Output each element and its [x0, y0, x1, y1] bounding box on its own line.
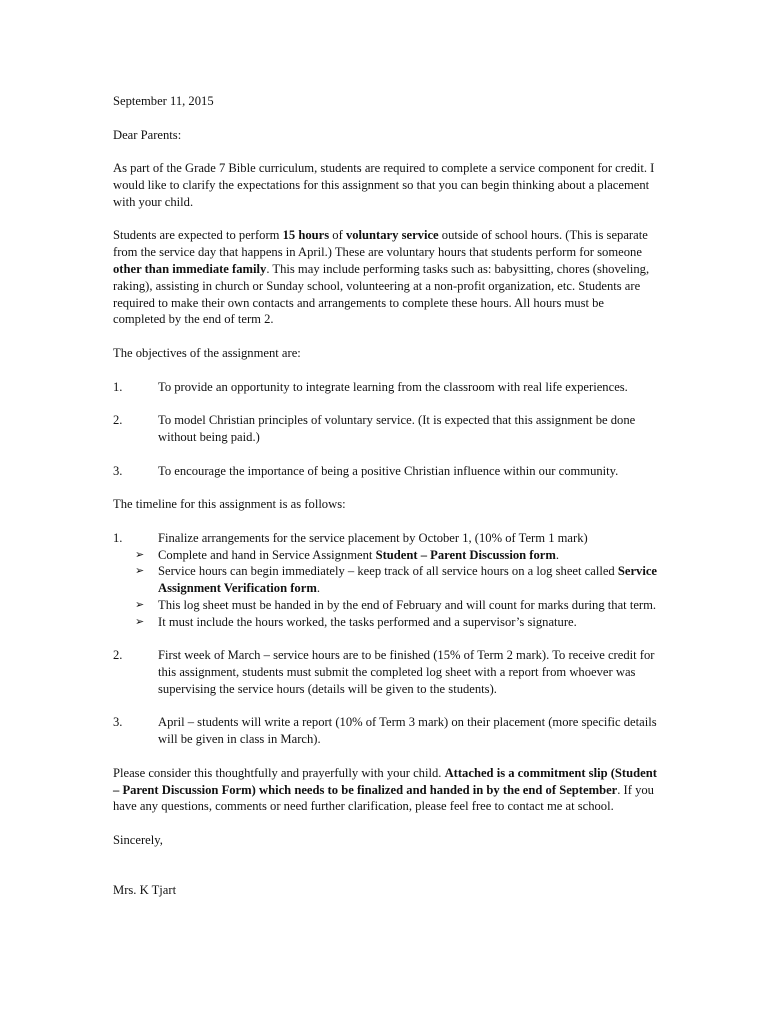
arrow-bullet-icon: ➢ [135, 615, 145, 628]
timeline-item: 1. Finalize arrangements for the service placement by October 1, (10% of Term 1 mark) [113, 530, 588, 545]
signature-name: Mrs. K Tjart [113, 882, 177, 897]
objective-item: 3. To encourage the importance of being a positive Christian influence within our community. [113, 463, 619, 478]
signoff: Sincerely, [113, 833, 163, 848]
bullet-item: ➢ Service hours can begin immediately – keep track of all service hours on a log sheet called Service Assignment Verification form. [135, 564, 658, 596]
arrow-bullet-icon: ➢ [135, 598, 145, 611]
timeline-heading: The timeline for this assignment is as follows: [113, 497, 346, 512]
timeline-item: 2. First week of March – service hours are to be finished (15% of Term 2 mark). To receive credit for this assignment, students must submit the completed log sheet with a report from whoever was supervising the service hours (details will be given to the students). [113, 648, 655, 696]
bullet-item: ➢ It must include the hours worked, the tasks performed and a supervisor’s signature. [135, 614, 577, 629]
closing-paragraph: Please consider this thoughtfully and prayerfully with your child. Attached is a commitment slip (Student – Parent Discussion Form) which needs to be finalized and handed in by the end of September. If you have any questions, comments or need further clarification, please feel free to contact me at school. [113, 765, 657, 814]
intro-paragraph: As part of the Grade 7 Bible curriculum, students are required to complete a service component for credit. I would like to clarify the expectations for this assignment so that you can begin thinking about a placement with your child. [113, 161, 655, 209]
bullet-item: ➢ This log sheet must be handed in by the end of February and will count for marks during that term. [135, 597, 657, 612]
salutation: Dear Parents: [113, 127, 182, 142]
objective-item: 2. To model Christian principles of voluntary service. (It is expected that this assignment be done without being paid.) [113, 413, 636, 444]
arrow-bullet-icon: ➢ [135, 565, 145, 578]
bullet-item: ➢ Complete and hand in Service Assignment Student – Parent Discussion form. [135, 547, 560, 562]
expectations-paragraph: Students are expected to perform 15 hours of voluntary service outside of school hours. (This is separate from the service day that happens in April.) These are voluntary hours that students perform for someone other than immediate family. This may include performing tasks such as: babysitting, chores (shoveling, raking), assisting in church or Sunday school, volunteering at a non-profit organization, etc. Students are required to make their own contacts and arrangements to complete these hours. All hours must be completed by the end of term 2. [113, 228, 650, 327]
arrow-bullet-icon: ➢ [135, 548, 145, 561]
objectives-heading: The objectives of the assignment are: [113, 345, 301, 360]
letter-body [113, 93, 658, 899]
timeline-bullets [135, 547, 658, 631]
timeline-item: 3. April – students will write a report (10% of Term 3 mark) on their placement (more specific details will be given in class in March). [113, 715, 657, 747]
letter-date: September 11, 2015 [113, 94, 214, 108]
objective-item: 1. To provide an opportunity to integrate learning from the classroom with real life experiences. [113, 379, 628, 394]
